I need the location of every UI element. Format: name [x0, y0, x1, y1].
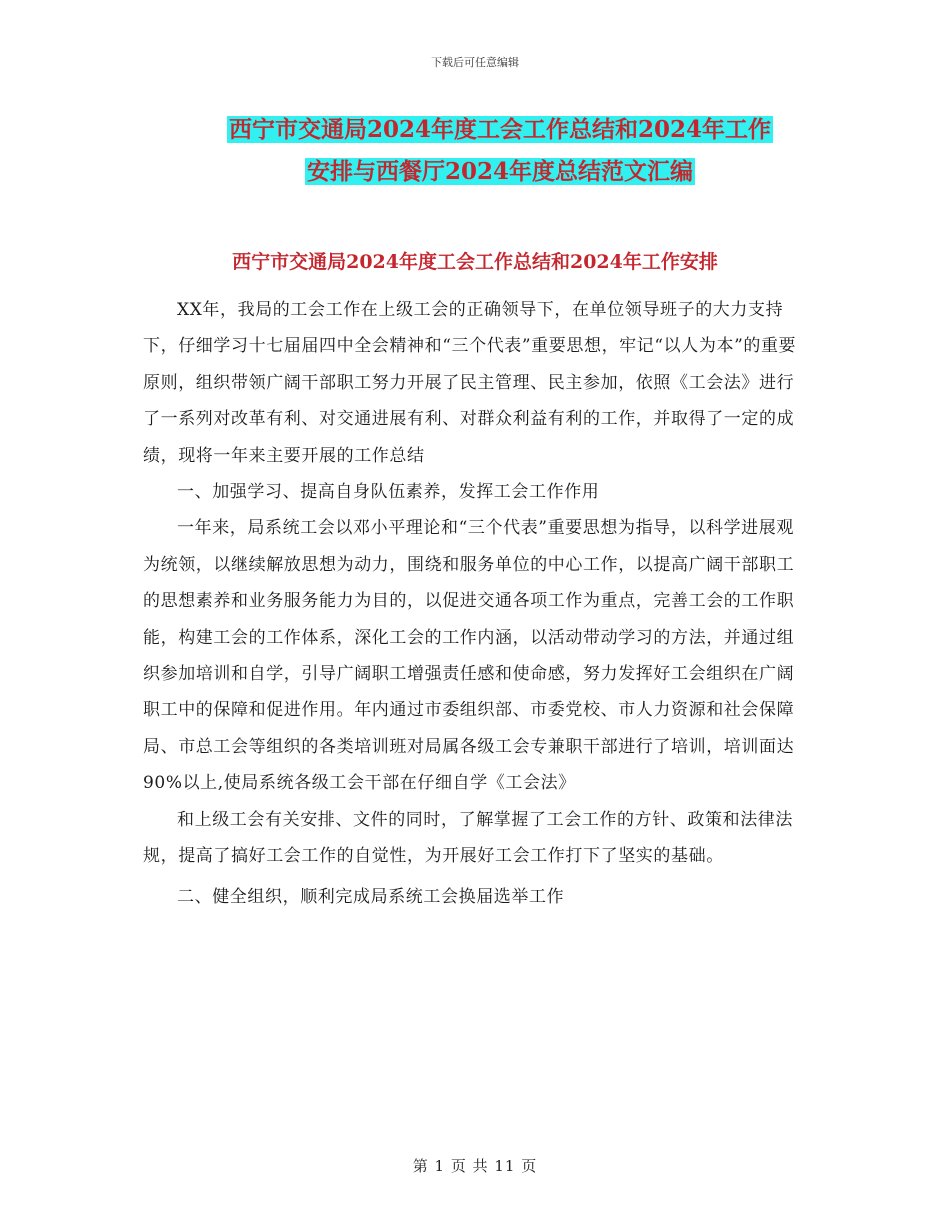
header-note: 下载后可任意编辑 [431, 56, 519, 69]
body-text [143, 292, 803, 915]
page-footer: 第 1 页 共 11 页 [412, 1157, 538, 1175]
paragraph: 一年来，局系统工会以邓小平理论和“三个代表”重要思想为指导，以科学进展观为统领，以继续解放思想为动力，围绕和服务单位的中心工作，以提高广阔干部职工的思想素养和业务服务能力为目的，以促进交通各项工作为重点，完善工会的工作职能，构建工会的工作体系，深化工会的工作内涵，以活动带动学习的方法，并通过组织参加培训和自学，引导广阔职工增强责任感和使命感，努力发挥好工会组织在广阔职工中的保障和促进作用。年内通过市委组织部、市委党校、市人力资源和社会保障局、市总工会等组织的各类培训班对局属各级工会专兼职干部进行了培训，培训面达90%以上,使局系统各级工会干部在仔细自学《工会法》 [143, 518, 795, 794]
document-title-line-1 [150, 112, 850, 148]
title-highlight-1: 西宁市交通局2024年度工会工作总结和2024年工作 [228, 116, 772, 143]
paragraph: 二、健全组织，顺利完成局系统工会换届选举工作 [177, 886, 565, 907]
title-highlight-2: 安排与西餐厅2024年度总结范文汇编 [306, 158, 693, 185]
section-heading: 西宁市交通局2024年度工会工作总结和2024年工作安排 [232, 251, 718, 273]
paragraph: 和上级工会有关安排、文件的同时，了解掌握了工会工作的方针、政策和法律法规，提高了搞好工会工作的自觉性，为开展好工会工作打下了坚实的基础。 [143, 809, 793, 867]
paragraph: XX年，我局的工会工作在上级工会的正确领导下，在单位领导班子的大力支持下，仔细学习十七届届四中全会精神和“三个代表”重要思想，牢记“以人为本”的重要原则，组织带领广阔干部职工努力开展了民主管理、民主参加，依照《工会法》进行了一系列对改革有利、对交通进展有利、对群众利益有利的工作，并取得了一定的成绩，现将一年来主要开展的工作总结 [143, 300, 797, 466]
paragraph: 一、加强学习、提高自身队伍素养，发挥工会工作作用 [177, 482, 600, 503]
document-title-line-2 [150, 154, 850, 190]
